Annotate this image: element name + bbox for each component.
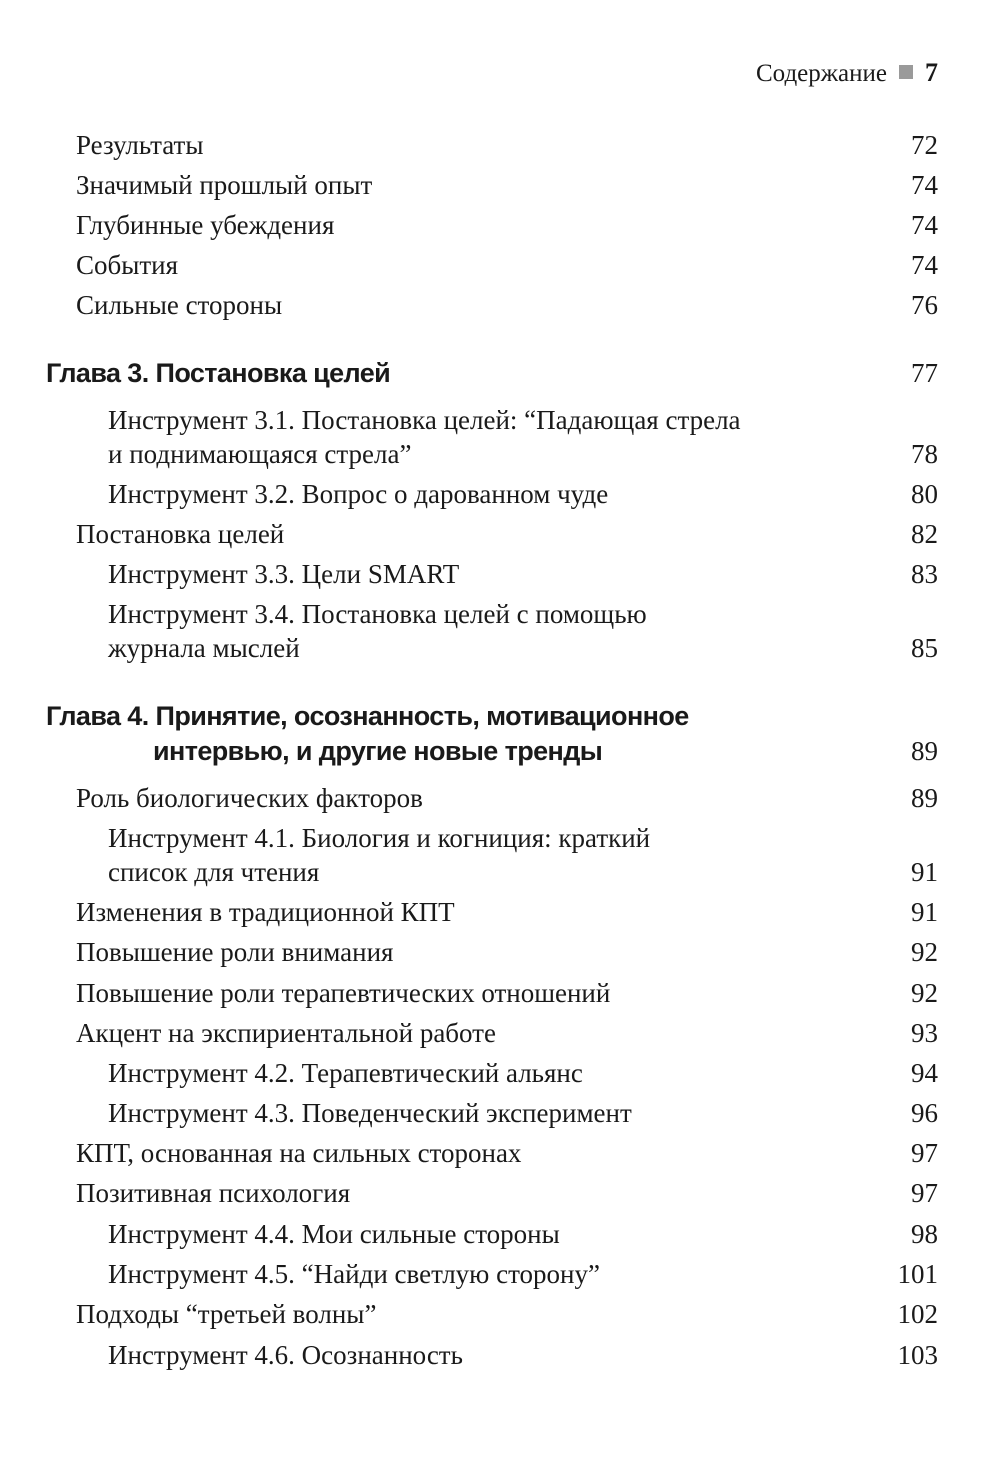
entry-page: 76 bbox=[911, 290, 938, 320]
entry-page: 77 bbox=[911, 358, 938, 388]
entry-page: 97 bbox=[911, 1178, 938, 1208]
chapter-title-line1: Глава 4. Принятие, осознанность, мотивационное bbox=[46, 701, 689, 731]
entry-page: 78 bbox=[911, 439, 938, 469]
entry-page: 102 bbox=[897, 1299, 938, 1329]
entry-title: КПТ, основанная на сильных сторонах bbox=[76, 1138, 522, 1168]
entry-title: Значимый прошлый опыт bbox=[76, 170, 373, 200]
entry-title: Инструмент 3.2. Вопрос о дарованном чуде bbox=[108, 479, 609, 509]
entry-title: Сильные стороны bbox=[76, 290, 283, 320]
entry-page: 91 bbox=[911, 897, 938, 927]
running-header bbox=[756, 58, 938, 88]
entry-page: 91 bbox=[911, 857, 938, 887]
entry-title-line1: Инструмент 3.4. Постановка целей с помощью bbox=[108, 599, 647, 629]
entry-page: 101 bbox=[897, 1259, 938, 1289]
entry-page: 93 bbox=[911, 1018, 938, 1048]
entry-title: Акцент на экспириентальной работе bbox=[76, 1018, 496, 1048]
entry-page: 94 bbox=[911, 1058, 938, 1088]
entry-title: События bbox=[76, 250, 179, 280]
entry-title: Результаты bbox=[76, 130, 204, 160]
entry-title: Инструмент 4.3. Поведенческий эксперимент bbox=[108, 1098, 632, 1128]
entry-title-line1: Инструмент 3.1. Постановка целей: “Падающая стрела bbox=[108, 405, 741, 435]
entry-title-line2: и поднимающаяся стрела” bbox=[108, 439, 412, 469]
entry-title: Повышение роли внимания bbox=[76, 937, 394, 967]
entry-title-line2: список для чтения bbox=[108, 857, 320, 887]
entry-title: Роль биологических факторов bbox=[76, 783, 423, 813]
entry-page: 72 bbox=[911, 130, 938, 160]
entry-title: Инструмент 4.5. “Найди светлую сторону” bbox=[108, 1259, 600, 1289]
entry-page: 80 bbox=[911, 479, 938, 509]
entry-title: Подходы “третьей волны” bbox=[76, 1299, 377, 1329]
entry-title: Глубинные убеждения bbox=[76, 210, 335, 240]
entry-page: 98 bbox=[911, 1219, 938, 1249]
entry-page: 82 bbox=[911, 519, 938, 549]
entry-page: 85 bbox=[911, 633, 938, 663]
entry-page: 103 bbox=[897, 1340, 938, 1370]
entry-title-line2: журнала мыслей bbox=[108, 633, 300, 663]
entry-page: 89 bbox=[911, 736, 938, 766]
entry-page: 92 bbox=[911, 937, 938, 967]
entry-page: 97 bbox=[911, 1138, 938, 1168]
square-bullet-icon bbox=[899, 65, 913, 79]
entry-title-line1: Инструмент 4.1. Биология и когниция: краткий bbox=[108, 823, 651, 853]
section-title: Содержание bbox=[756, 60, 887, 87]
entry-title: Изменения в традиционной КПТ bbox=[76, 897, 455, 927]
entry-page: 74 bbox=[911, 210, 938, 240]
entry-title: Инструмент 4.6. Осознанность bbox=[108, 1340, 463, 1370]
entry-page: 96 bbox=[911, 1098, 938, 1128]
chapter-title-line2: интервью, и другие новые тренды bbox=[153, 736, 603, 766]
chapter-title: Глава 3. Постановка целей bbox=[46, 358, 391, 388]
entry-title: Повышение роли терапевтических отношений bbox=[76, 978, 611, 1008]
entry-page: 74 bbox=[911, 250, 938, 280]
entry-title: Инструмент 4.2. Терапевтический альянс bbox=[108, 1058, 583, 1088]
entry-title: Инструмент 3.3. Цели SMART bbox=[108, 559, 460, 589]
entry-page: 83 bbox=[911, 559, 938, 589]
entry-page: 74 bbox=[911, 170, 938, 200]
entry-page: 89 bbox=[911, 783, 938, 813]
page-number: 7 bbox=[925, 58, 938, 87]
entry-title: Постановка целей bbox=[76, 519, 285, 549]
entry-title: Позитивная психология bbox=[76, 1178, 351, 1208]
entry-title: Инструмент 4.4. Мои сильные стороны bbox=[108, 1219, 560, 1249]
entry-page: 92 bbox=[911, 978, 938, 1008]
